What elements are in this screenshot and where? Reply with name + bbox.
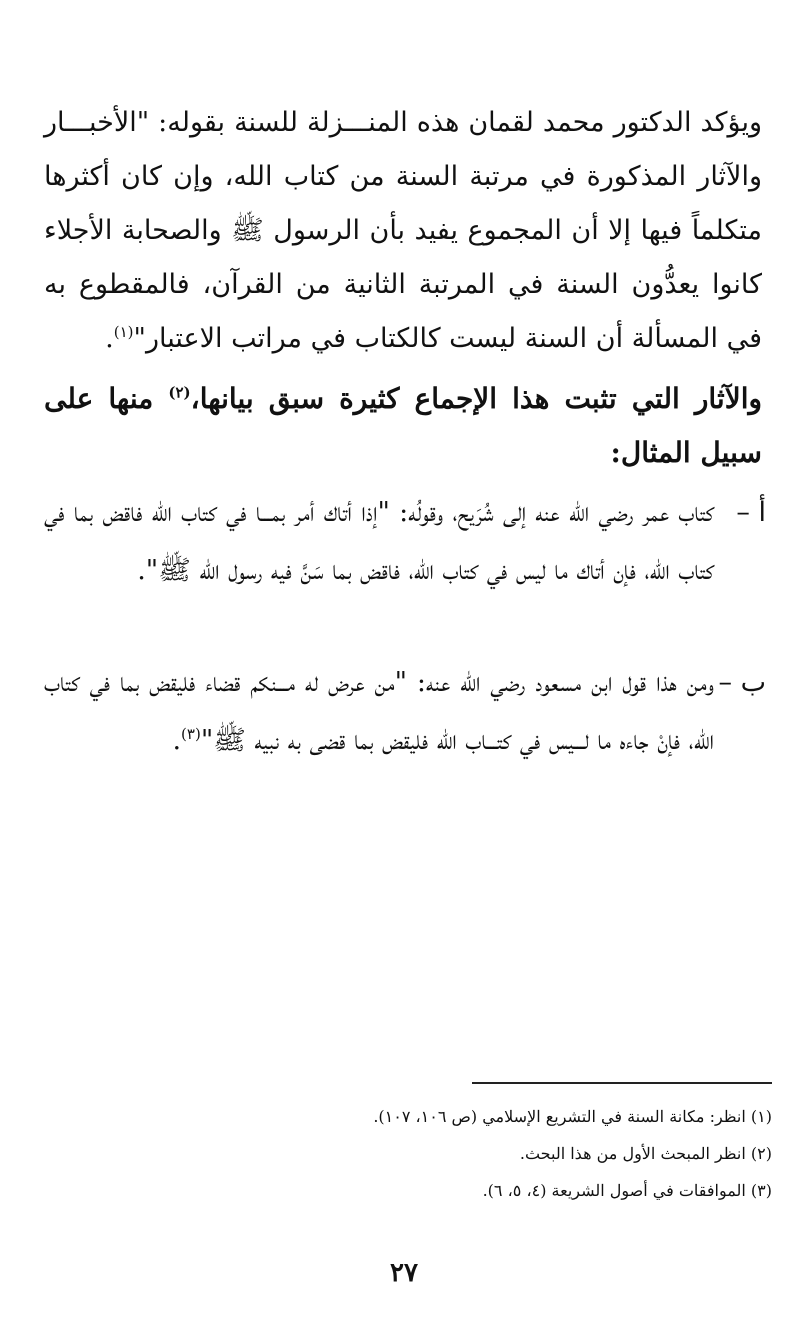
body-paragraph: [44, 96, 762, 366]
list-marker: أ –: [736, 497, 766, 528]
paragraph-text: ويؤكد الدكتور محمد لقمان هذه المنـــزلة للسنة بقوله: "الأخبـــار والآثار المذكورة في مرتبة السنة من كتاب الله، وإن كان أكثرها متكلماً فيها إلا أن المجموع يفيد بأن الرسول ﷺ والصحابة الأجلاء كانوا يعدُّون السنة في المرتبة الثانية من القرآن، فالمقطوع به في المسألة أن السنة ليست كالكتاب في مراتب الاعتبار": [44, 107, 762, 354]
footnote-3: (٣) الموافقات في أصول الشريعة (٤، ٥، ٦).: [482, 1181, 772, 1200]
list-item-text: [44, 654, 714, 770]
list-item-a: [44, 484, 766, 600]
bold-text-end: منها على سبيل المثال:: [44, 382, 762, 469]
bold-heading-paragraph: [44, 372, 762, 480]
footnote-2: (٢) انظر المبحث الأول من هذا البحث.: [519, 1144, 772, 1163]
footnote-ref-1: (١): [113, 323, 134, 341]
list-item-text: [44, 484, 714, 600]
paragraph-end: .: [105, 323, 114, 354]
footnote-ref-2: (٢): [168, 383, 191, 402]
footnote-divider: [472, 1082, 772, 1084]
bold-text-start: والآثار التي تثبت هذا الإجماع كثيرة سبق بيانها،: [190, 382, 762, 415]
list-item-body: كتاب عمر رضي الله عنه إلى شُرَيح، وقولُه: "إذا أتاك أمر بمـــا في كتاب الله فاقض بما في كتاب الله، فإن أتاك ما ليس في كتاب الله، فاقض بما سَنَّ فيه رسول الله ﷺ".: [44, 497, 714, 586]
footnotes: [52, 1098, 772, 1209]
footnote-1: (١) انظر: مكانة السنة في التشريع الإسلامي (ص ١٠٦، ١٠٧).: [373, 1107, 772, 1126]
page-number: ٢٧: [390, 1258, 418, 1288]
list-item-body: ومن هذا قول ابن مسعود رضي الله عنه: "من عرض له مـــنكم قضاء فليقض بما في كتاب الله، فإنْ جاءه ما لـــيس في كتـــاب الله فليقض بما قضى به نبيه ﷺ": [44, 667, 714, 756]
list-marker: ب –: [718, 667, 766, 698]
list-item-b: [44, 654, 766, 770]
footnote-ref-3: (٣): [181, 725, 201, 743]
list-item-end: .: [172, 725, 182, 756]
